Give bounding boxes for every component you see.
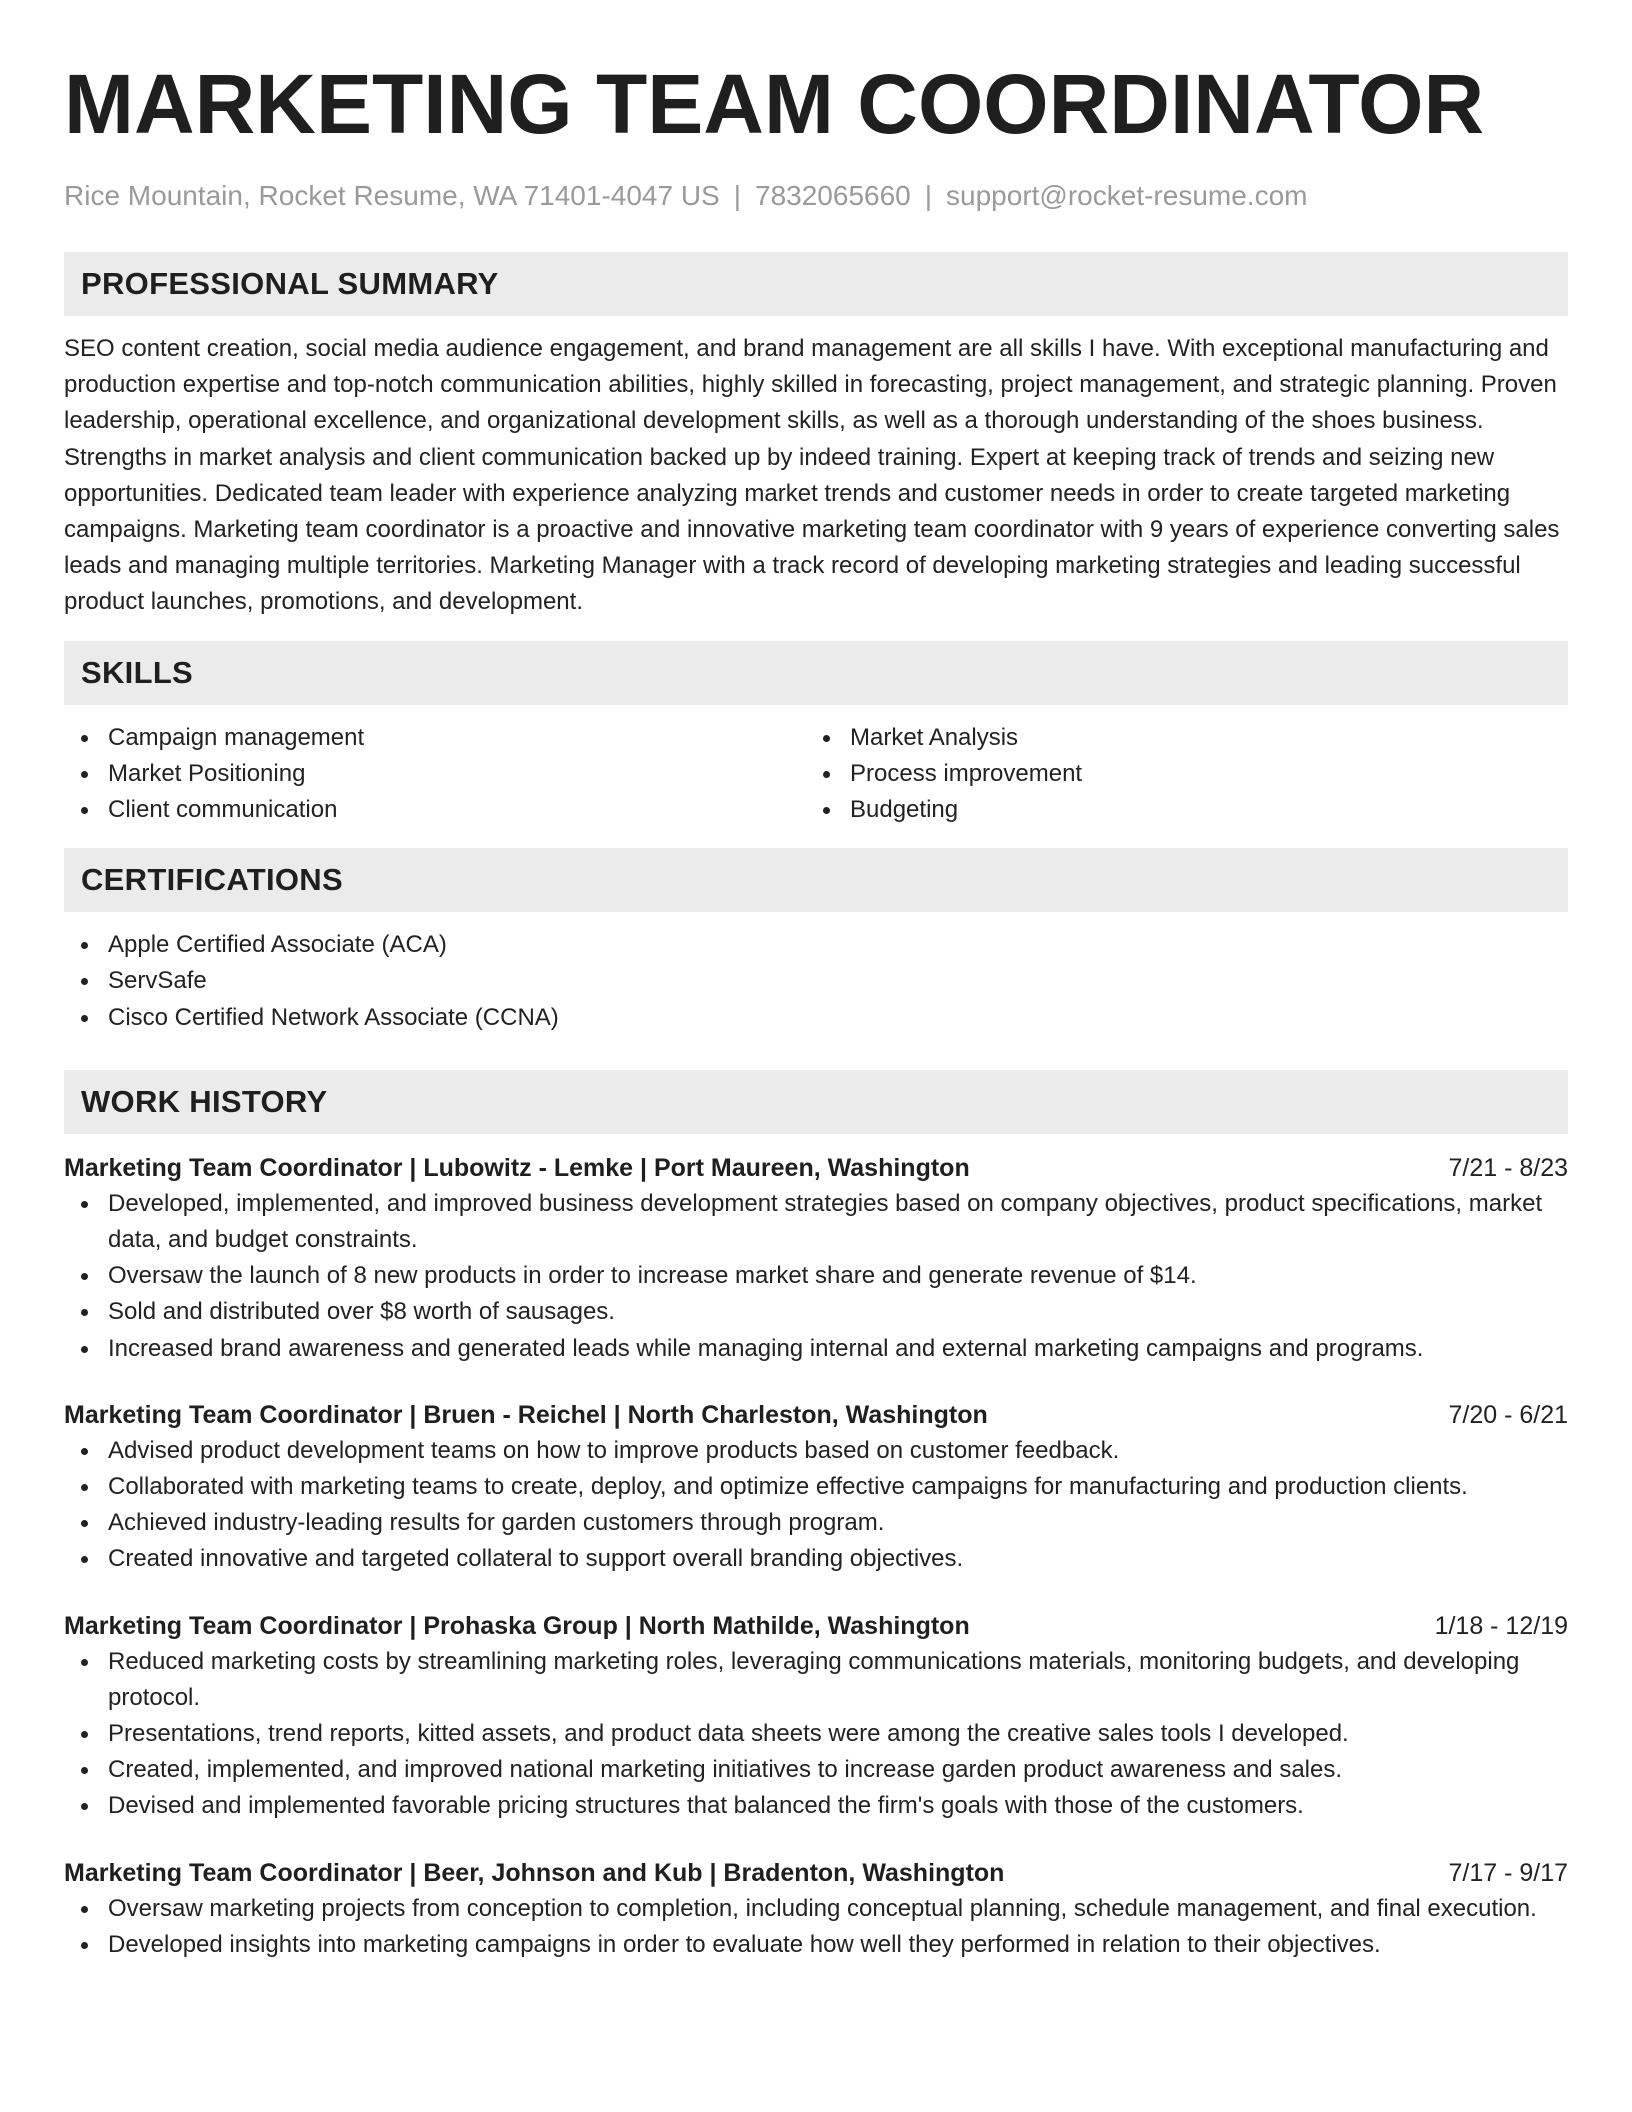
candidate-name: MARKETING TEAM COORDINATOR xyxy=(64,57,1485,151)
job-bullet: Achieved industry-leading results for garden customers through program. xyxy=(64,1505,1568,1541)
job-bullet: Presentations, trend reports, kitted assets, and product data sheets were among the creative sales tools I developed. xyxy=(64,1716,1568,1752)
skill-item: Market Analysis xyxy=(806,720,1548,756)
skill-item: Market Positioning xyxy=(64,756,806,792)
job-title: Marketing Team Coordinator | Prohaska Group | North Mathilde, Washington xyxy=(64,1611,970,1640)
skill-item: Process improvement xyxy=(806,756,1548,792)
job-entry xyxy=(64,1855,1568,1963)
contact-phone: 7832065660 xyxy=(755,180,911,211)
work-history-section-header: WORK HISTORY xyxy=(64,1070,1568,1134)
contact-email: support@rocket-resume.com xyxy=(946,180,1308,211)
job-dates: 7/21 - 8/23 xyxy=(1448,1153,1568,1182)
job-bullet: Collaborated with marketing teams to create, deploy, and optimize effective campaigns for manufacturing and production clients. xyxy=(64,1469,1568,1505)
job-title: Marketing Team Coordinator | Beer, Johnson and Kub | Bradenton, Washington xyxy=(64,1858,1005,1887)
job-bullet: Developed, implemented, and improved business development strategies based on company objectives, product specifications, market data, and budget constraints. xyxy=(64,1186,1568,1258)
skill-item: Budgeting xyxy=(806,792,1548,828)
job-bullets xyxy=(64,1433,1568,1578)
job-dates: 7/17 - 9/17 xyxy=(1448,1858,1568,1887)
skills-column-left xyxy=(64,720,806,829)
certifications-list xyxy=(64,927,1568,1036)
job-bullet: Advised product development teams on how to improve products based on customer feedback. xyxy=(64,1433,1568,1469)
job-bullet: Developed insights into marketing campaigns in order to evaluate how well they performed in relation to their objectives. xyxy=(64,1927,1568,1963)
certification-item: Apple Certified Associate (ACA) xyxy=(64,927,1568,963)
certification-item: Cisco Certified Network Associate (CCNA) xyxy=(64,1000,1568,1036)
job-bullets xyxy=(64,1891,1568,1963)
job-title: Marketing Team Coordinator | Bruen - Reichel | North Charleston, Washington xyxy=(64,1400,988,1429)
job-bullet: Created, implemented, and improved national marketing initiatives to increase garden product awareness and sales. xyxy=(64,1752,1568,1788)
skill-item: Campaign management xyxy=(64,720,806,756)
summary-text: SEO content creation, social media audience engagement, and brand management are all skills I have. With exceptional manufacturing and production expertise and top-notch communication abilities, highly skilled in forecasting, project management, and strategic planning. Proven leadership, operational excellence, and organizational development skills, as well as a thorough understanding of the shoes business. Strengths in market analysis and client communication backed up by indeed training. Expert at keeping track of trends and seizing new opportunities. Dedicated team leader with experience analyzing market trends and customer needs in order to create targeted marketing campaigns. Marketing team coordinator is a proactive and innovative marketing team coordinator with 9 years of experience converting sales leads and managing multiple territories. Marketing Manager with a track record of developing marketing strategies and leading successful product launches, promotions, and development. xyxy=(64,335,1560,616)
contact-separator: | xyxy=(733,180,742,211)
job-dates: 7/20 - 6/21 xyxy=(1448,1400,1568,1429)
skills-column-right xyxy=(806,720,1548,829)
contact-line xyxy=(64,178,1568,214)
skills-section-header: SKILLS xyxy=(64,641,1568,705)
job-bullet: Oversaw marketing projects from conception to completion, including conceptual planning, schedule management, and final execution. xyxy=(64,1891,1568,1927)
job-bullet: Increased brand awareness and generated leads while managing internal and external marketing campaigns and programs. xyxy=(64,1331,1568,1367)
contact-address: Rice Mountain, Rocket Resume, WA 71401-4047 US xyxy=(64,180,720,211)
job-bullet: Devised and implemented favorable pricing structures that balanced the firm's goals with those of the customers. xyxy=(64,1788,1568,1824)
certifications-section-header: CERTIFICATIONS xyxy=(64,848,1568,912)
skills-grid xyxy=(64,720,1568,829)
job-header xyxy=(64,1855,1568,1891)
job-bullet: Sold and distributed over $8 worth of sausages. xyxy=(64,1294,1568,1330)
job-header xyxy=(64,1608,1568,1644)
job-bullet: Created innovative and targeted collateral to support overall branding objectives. xyxy=(64,1541,1568,1577)
job-entry xyxy=(64,1397,1568,1578)
contact-separator: | xyxy=(924,180,933,211)
job-title: Marketing Team Coordinator | Lubowitz - Lemke | Port Maureen, Washington xyxy=(64,1153,970,1182)
job-entry xyxy=(64,1608,1568,1825)
job-bullet: Oversaw the launch of 8 new products in order to increase market share and generate revenue of $14. xyxy=(64,1258,1568,1294)
summary-section-header: PROFESSIONAL SUMMARY xyxy=(64,252,1568,316)
job-header xyxy=(64,1397,1568,1433)
job-entry xyxy=(64,1150,1568,1367)
job-bullets xyxy=(64,1186,1568,1367)
job-bullet: Reduced marketing costs by streamlining marketing roles, leveraging communications materials, monitoring budgets, and developing protocol. xyxy=(64,1644,1568,1716)
skill-item: Client communication xyxy=(64,792,806,828)
certification-item: ServSafe xyxy=(64,963,1568,999)
job-dates: 1/18 - 12/19 xyxy=(1434,1611,1568,1640)
job-bullets xyxy=(64,1644,1568,1825)
job-header xyxy=(64,1150,1568,1186)
